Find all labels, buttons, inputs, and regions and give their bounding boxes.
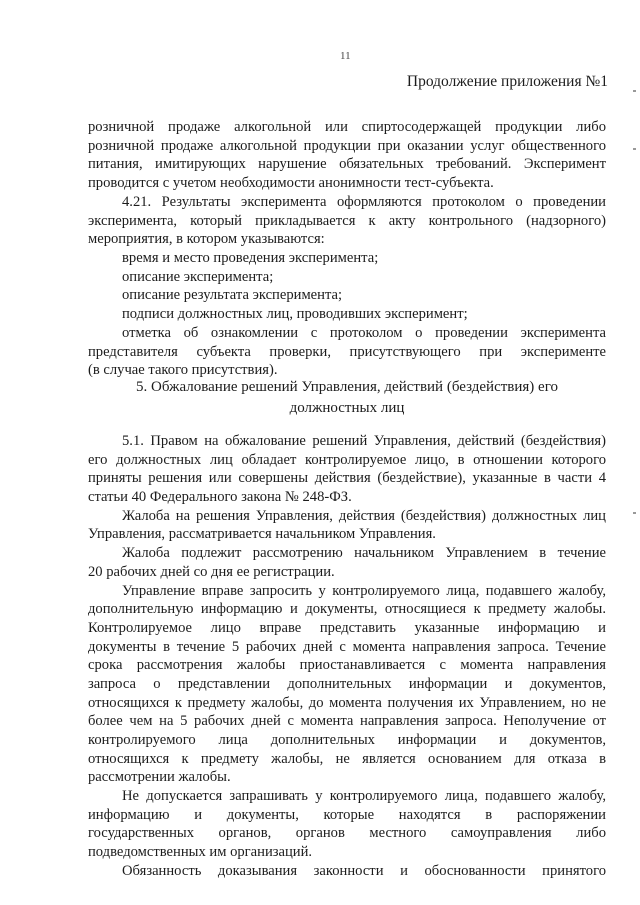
- list-item: отметка об ознакомлении с протоколом о проведении эксперимента: [122, 324, 606, 341]
- text-line: эксперимента, который прикладывается к акту контрольного (надзорного): [88, 212, 606, 229]
- text-line: документы в течение 5 рабочих дней с момента направления запроса. Течение: [88, 638, 606, 655]
- text-line: Контролируемое лицо вправе представить указанные информацию и: [88, 619, 606, 636]
- section-heading: [88, 377, 606, 419]
- page-number: 11: [340, 50, 351, 62]
- text-line: мероприятия, в котором указываются:: [88, 231, 325, 248]
- text-line: государственных органов, органов местного самоуправления либо: [88, 825, 606, 842]
- text-line: проводится с учетом необходимости анонимности тест-субъекта.: [88, 175, 494, 192]
- text-line: статьи 40 Федерального закона № 248-ФЗ.: [88, 489, 352, 506]
- text-line: информацию и документы, которые находятся в распоряжении: [88, 806, 606, 823]
- text-line: 4.21. Результаты эксперимента оформляются протоколом о проведении: [122, 194, 606, 210]
- text-line: приняты решения или совершены действия (бездействие), указанные в части 4: [88, 470, 606, 487]
- text-line: Управления, рассматривается начальником Управления.: [88, 526, 436, 543]
- text-line: Обязанность доказывания законности и обоснованности принятого: [122, 862, 606, 879]
- text-line: Управление вправе запросить у контролируемого лица, подавшего жалобу,: [122, 582, 606, 599]
- text-line: (в случае такого присутствия).: [88, 362, 278, 379]
- text-line: розничной продаже алкогольной или спиртосодержащей продукции либо: [88, 119, 606, 135]
- text-line: контролируемого лица дополнительных информации и документов,: [88, 732, 606, 748]
- paragraph-4-21: [88, 193, 606, 380]
- text-line: его должностных лиц обладает контролируемое лицо, в отношении которого: [88, 451, 606, 468]
- text-line: 5.1. Правом на обжалование решений Управления, действий (бездействия): [122, 433, 606, 449]
- text-line: срока рассмотрения жалобы приостанавливается с момента направления: [88, 657, 606, 674]
- appendix-continuation-note: Продолжение приложения №1: [406, 73, 608, 90]
- text-line: подведомственных им организаций.: [88, 844, 313, 861]
- paragraph-continuation: [88, 118, 606, 193]
- section-title-line: должностных лиц: [289, 400, 405, 416]
- list-item: подписи должностных лиц, проводивших эксперимент;: [122, 306, 468, 323]
- section-5-body: [88, 432, 606, 881]
- scan-artifact: [633, 90, 636, 92]
- text-line: 20 рабочих дней со дня ее регистрации.: [88, 563, 335, 580]
- list-item: время и место проведения эксперимента;: [122, 250, 379, 267]
- text-line: представителя субъекта проверки, присутствующего при эксперименте: [88, 343, 606, 360]
- list-item: описание эксперимента;: [122, 268, 274, 285]
- text-line: относящихся к предмету жалобы, не является основанием для отказа в: [88, 750, 606, 767]
- text-line: запроса о представлении дополнительных информации и документов,: [88, 675, 606, 692]
- scan-artifact: [633, 512, 636, 514]
- text-line: рассмотрении жалобы.: [88, 769, 231, 786]
- text-line: более чем на 5 рабочих дней с момента направления запроса. Неполучение от: [88, 713, 606, 730]
- text-line: Жалоба на решения Управления, действия (бездействия) должностных лиц: [122, 507, 606, 524]
- section-title-line: 5. Обжалование решений Управления, действий (бездействия) его: [136, 379, 558, 395]
- text-line: относящихся к предмету жалобы, до момента получения их Управлением, но не: [88, 694, 606, 711]
- text-line: дополнительную информацию и документы, относящиеся к предмету жалобы.: [88, 601, 606, 618]
- text-line: питания, имитирующих нарушение обязательных требований. Эксперимент: [88, 156, 606, 173]
- list-item: описание результата эксперимента;: [122, 287, 343, 304]
- text-line: розничной продаже алкогольной продукции при оказании услуг общественного: [88, 137, 606, 154]
- text-line: Жалоба подлежит рассмотрению начальником Управлением в течение: [122, 545, 606, 562]
- scan-artifact: [633, 148, 636, 150]
- text-line: Не допускается запрашивать у контролируемого лица, подавшего жалобу,: [122, 788, 606, 805]
